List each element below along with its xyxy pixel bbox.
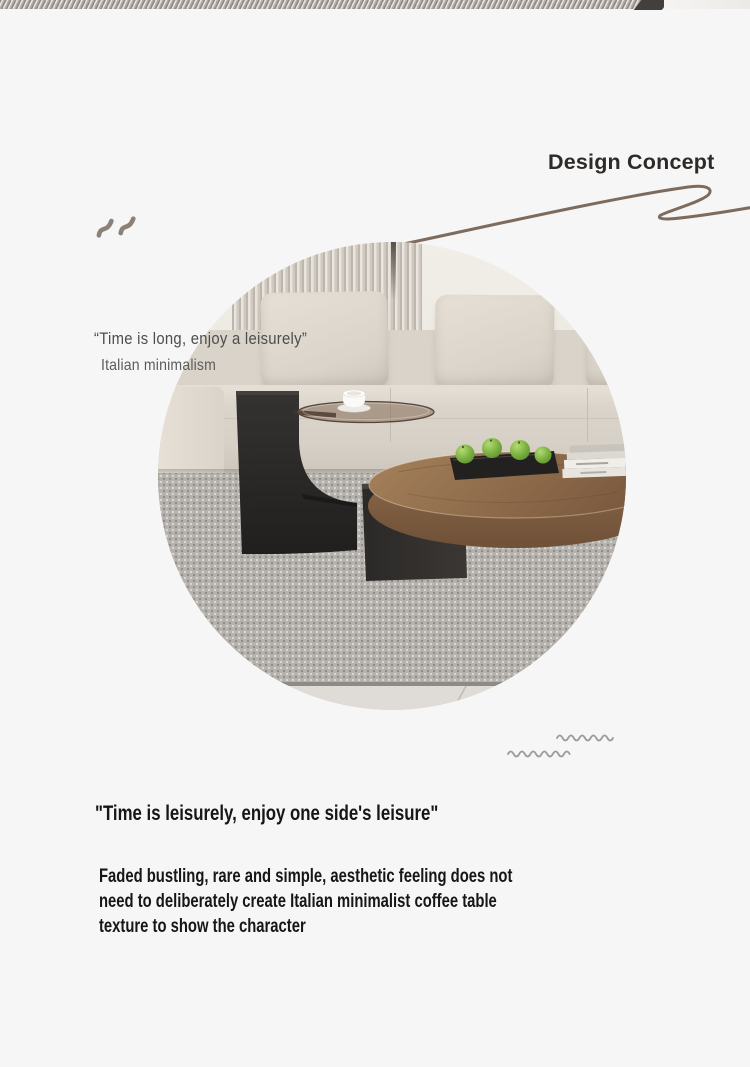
photo-overlay-subtitle: Italian minimalism xyxy=(101,357,217,374)
description-line: texture to show the character xyxy=(99,916,306,937)
photo-overlay-quote: “Time is long, enjoy a leisurely” xyxy=(94,330,308,348)
description-line: need to deliberately create Italian minimalist coffee table xyxy=(99,891,497,912)
main-quote: "Time is leisurely, enjoy one side's leisure" xyxy=(95,802,439,825)
product-description xyxy=(99,864,512,939)
description-line: Faded bustling, rare and simple, aesthetic feeling does not xyxy=(99,866,513,887)
section-title: Design Concept xyxy=(548,150,715,174)
